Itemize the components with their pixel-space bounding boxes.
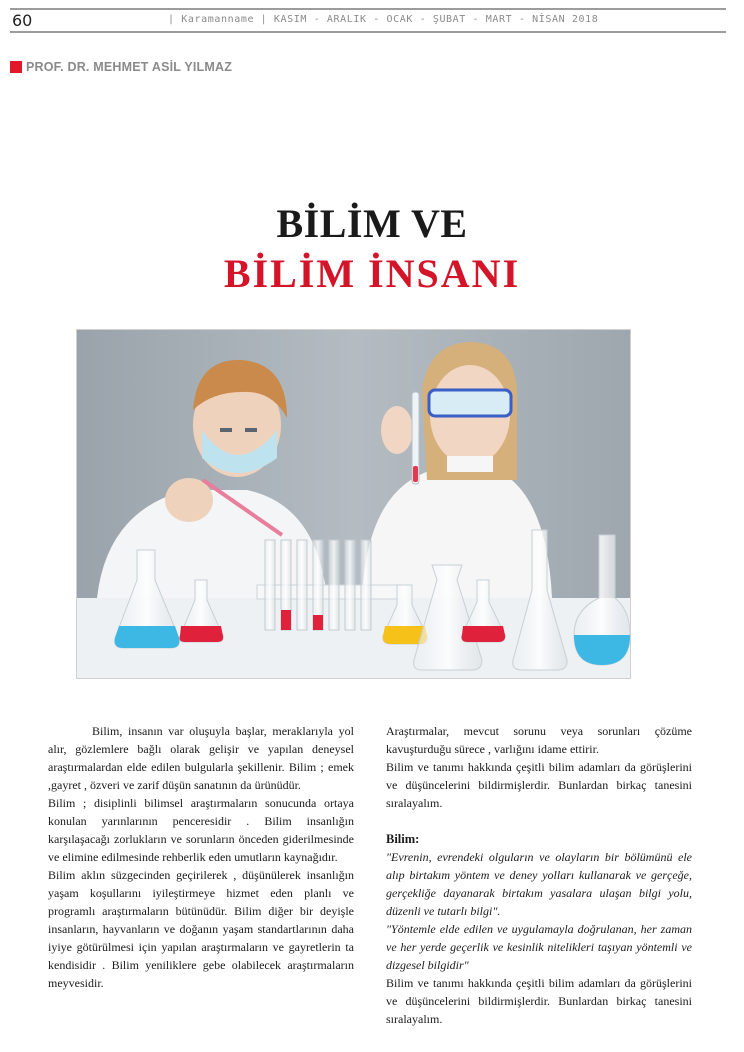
header-rule-bottom bbox=[10, 31, 726, 33]
header-rule-top bbox=[10, 8, 726, 10]
article-title-line-1: BİLİM VE bbox=[276, 201, 468, 246]
paragraph: Bilim ve tanımı hakkında çeşitli bilim adamları da görüşlerini ve düşüncelerini bildirmişlerdir. Bunlardan birkaç tanesini sıralayalım. bbox=[386, 760, 692, 810]
paragraph: Araştırmalar, mevcut sorunu veya sorunları çözüme kavuşturduğu sürece , varlığını idame ettirir. bbox=[386, 724, 692, 756]
body-column-left bbox=[48, 722, 354, 992]
paragraph: Bilim ; disiplinli bilimsel araştırmaların sonucunda ortaya konulan yarınlarının penceresidir . Bilim insanlığın karşılaşacağı zorlukların ve sorunların önceden giderilmesinde ve elimine edilmesinde rehberlik eden umutların kaynağıdır. bbox=[48, 796, 354, 864]
definition-quote: "Evrenin, evrendeki olguların ve olayların bir bölümünü ele alıp birtakım yöntem ve deney yolları kullanarak ve gerçeğe, gerçekliğe dayanarak birtakım yasalara ulaşan bilgi yolu, düzenli ve tutarlı bilgi". bbox=[386, 850, 692, 918]
page-number: 60 bbox=[12, 11, 33, 30]
body-column-right bbox=[386, 722, 692, 1028]
definition-quote: "Yöntemle elde edilen ve uygulamayla doğrulanan, her zaman ve her yerde geçerlik ve kesinlik nitelikleri taşıyan yöntemli ve dizgesel bilgidir" bbox=[386, 922, 692, 972]
red-square-marker bbox=[10, 61, 22, 73]
article-title-line-2: BİLİM İNSANI bbox=[223, 251, 521, 296]
hero-photo bbox=[76, 329, 631, 679]
running-head: | Karamanname | KASIM - ARALIK - OCAK - ŞUBAT - MART - NİSAN 2018 bbox=[168, 14, 599, 25]
paragraph: Bilim, insanın var oluşuyla başlar, meraklarıyla yol alır, gözlemlere bağlı olarak gelişir ve yapılan deneysel araştırmalardan elde edilen bulgularla şekillenir. Bilim ; emek ,gayret , özveri ve zarif düşün sanatının da ürünüdür. bbox=[48, 724, 354, 792]
author-name: PROF. DR. MEHMET ASİL YILMAZ bbox=[26, 60, 233, 74]
author-byline bbox=[10, 60, 232, 74]
paragraph: Bilim aklın süzgecinden geçirilerek , düşünülerek insanlığın yaşam koşullarını iyileştirmeye hizmet eden planlı ve programlı araştırmaların bütünüdür. Bilim diğer bir deyişle insanların, hayvanların ve doğanın yaşam standartlarının daha iyiye götürülmesi için yapılan araştırmaların ve gayretlerin ta kendisidir . Bilim yeniliklere gebe olabilecek araştırmaların meyvesidir. bbox=[48, 868, 354, 990]
section-heading-bilim: Bilim: bbox=[386, 832, 420, 846]
spacer bbox=[386, 812, 692, 830]
paragraph: Bilim ve tanımı hakkında çeşitli bilim adamları da görüşlerini ve düşüncelerini bildirmişlerdir. Bunlardan birkaç tanesini sıralayalım. bbox=[386, 976, 692, 1026]
